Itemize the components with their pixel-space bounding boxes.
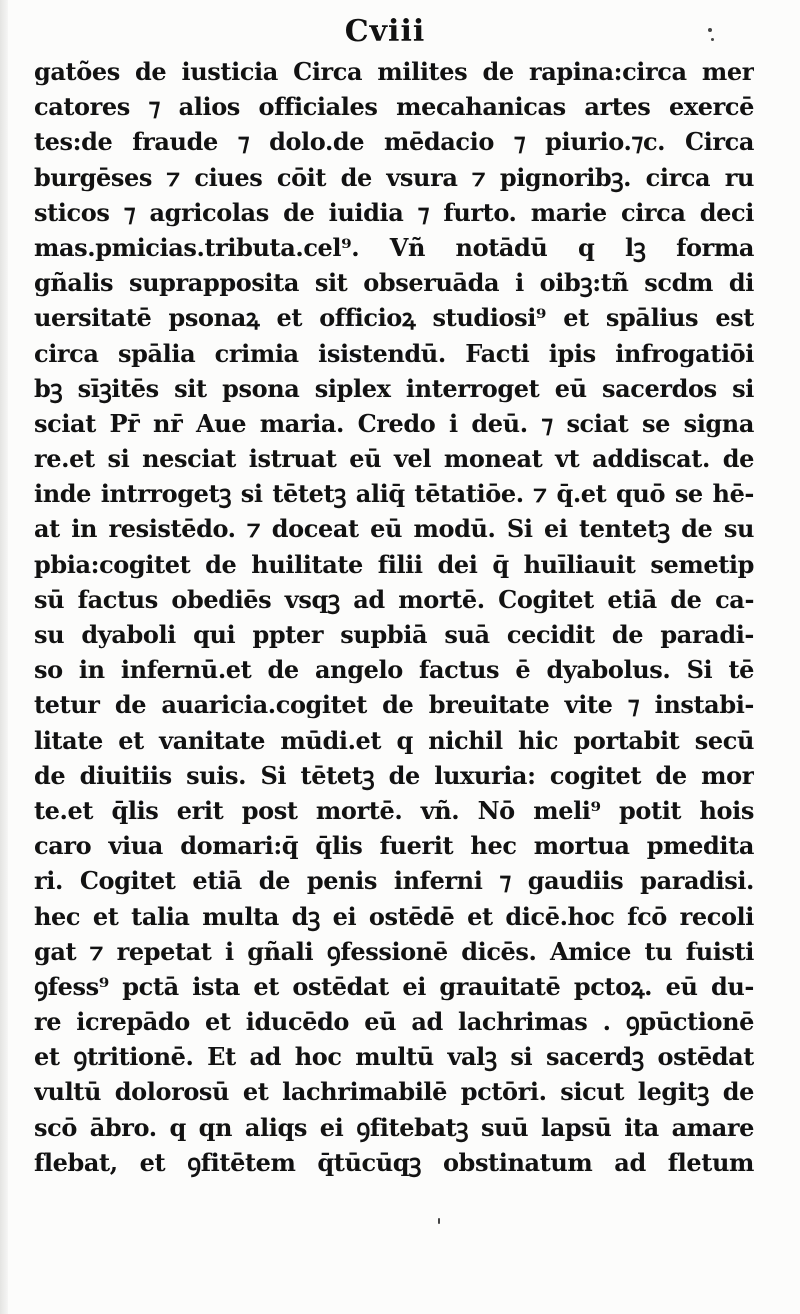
text-line: vultū dolorosū et lachrimabilē pctōri. sicut legitꝫ de xyxy=(34,1077,754,1107)
text-line: ri. Cogitet etiā de penis inferni ⁊ gaudiis paradisi. xyxy=(34,866,754,896)
text-line: catores ⁊ alios officiales mecahanicas artes exercē xyxy=(34,92,754,122)
text-line: so in infernū.et de angelo factus ē dyabolus. Si tē xyxy=(34,655,754,685)
text-line: bꝫ sīꝫitēs sit psona siplex interroget eū sacerdos si xyxy=(34,373,754,403)
page-folio-number: Cviii xyxy=(344,14,426,49)
text-line: et ꝯtritionē. Et ad hoc multū valꝫ si sacerdꝫ ostēdat xyxy=(34,1042,754,1072)
text-line: gatões de iusticia Circa milites de rapina:circa mer xyxy=(34,57,754,86)
ink-speck xyxy=(708,28,712,32)
text-line: inde intrrogetꝫ si tētetꝫ aliq̄ tētatiōe. ⁊ q̄.et quō se hē- xyxy=(34,479,754,509)
text-line: scō ābro. q qn aliqs ei ꝯfitebatꝫ suū lapsū ita amare xyxy=(34,1112,754,1142)
ink-speck xyxy=(711,38,714,41)
text-line: te.et q̄lis erit post mortē. vñ. Nō meli⁹ potit hois xyxy=(34,795,754,825)
text-line: hec et talia multa dꝫ ei ostēdē et dicē.hoc fcō recoli xyxy=(34,901,754,931)
text-line: burgēses ⁊ ciues cōit de vsura ⁊ pignoribꝫ. circa ru xyxy=(34,162,754,192)
text-line: at in resistēdo. ⁊ doceat eū modū. Si ei tentetꝫ de su xyxy=(34,514,754,544)
text-line: re icrepādo et iducēdo eū ad lachrimas . ꝯpūctionē xyxy=(34,1007,754,1037)
text-line: uersitatē psonaꝝ et officioꝝ studiosi⁹ et spālius est xyxy=(34,303,754,333)
text-line: sciat Pr̄ nr̄ Aue maria. Credo i deū. ⁊ sciat se signa xyxy=(34,408,754,438)
text-line: flebat, et ꝯfitētem q̄tūcūqꝫ obstinatum ad fletum xyxy=(34,1147,754,1177)
text-line: re.et si nesciat istruat eū vel moneat vt addiscat. de xyxy=(34,444,754,474)
page-edge-shadow xyxy=(0,0,8,1314)
ink-speck xyxy=(438,1218,440,1224)
text-line: gat ⁊ repetat i gñali ꝯfessionē dicēs. Amice tu fuisti xyxy=(34,936,754,966)
text-body xyxy=(34,54,754,1180)
text-line: litate et vanitate mūdi.et q nichil hic portabit secū xyxy=(34,725,754,755)
text-line: pbia:cogitet de huilitate filii dei q̄ huīliauit semetip xyxy=(34,549,754,579)
text-line: su dyaboli qui ppter supbiā suā cecidit de paradi- xyxy=(34,620,754,649)
text-line: circa spālia crimia isistendū. Facti ipis infrogatiōi xyxy=(34,338,754,368)
text-line: mas.pmicias.tributa.cel⁹. Vñ notādū q lꝫ forma xyxy=(34,232,754,262)
text-line: ꝯfess⁹ pctā ista et ostēdat ei grauitatē pctoꝝ. eū du- xyxy=(34,971,754,1001)
text-line: sticos ⁊ agricolas de iuidia ⁊ furto. marie circa deci xyxy=(34,197,754,227)
text-line: de diuitiis suis. Si tētetꝫ de luxuria: cogitet de mor xyxy=(34,760,754,790)
text-line: sū factus obediēs vsqꝫ ad mortē. Cogitet etiā de ca- xyxy=(34,584,754,614)
text-line: caro viua domari:q̄ q̄lis fuerit hec mortua pmedita xyxy=(34,831,754,861)
text-line: tes:de fraude ⁊ dolo.de mēdacio ⁊ piurio.⁊c. Circa xyxy=(34,127,754,157)
text-line: gñalis suprapposita sit obseruāda i oibꝫ:tñ scdm di xyxy=(34,268,754,298)
text-line: tetur de auaricia.cogitet de breuitate vite ⁊ instabi- xyxy=(34,690,754,720)
